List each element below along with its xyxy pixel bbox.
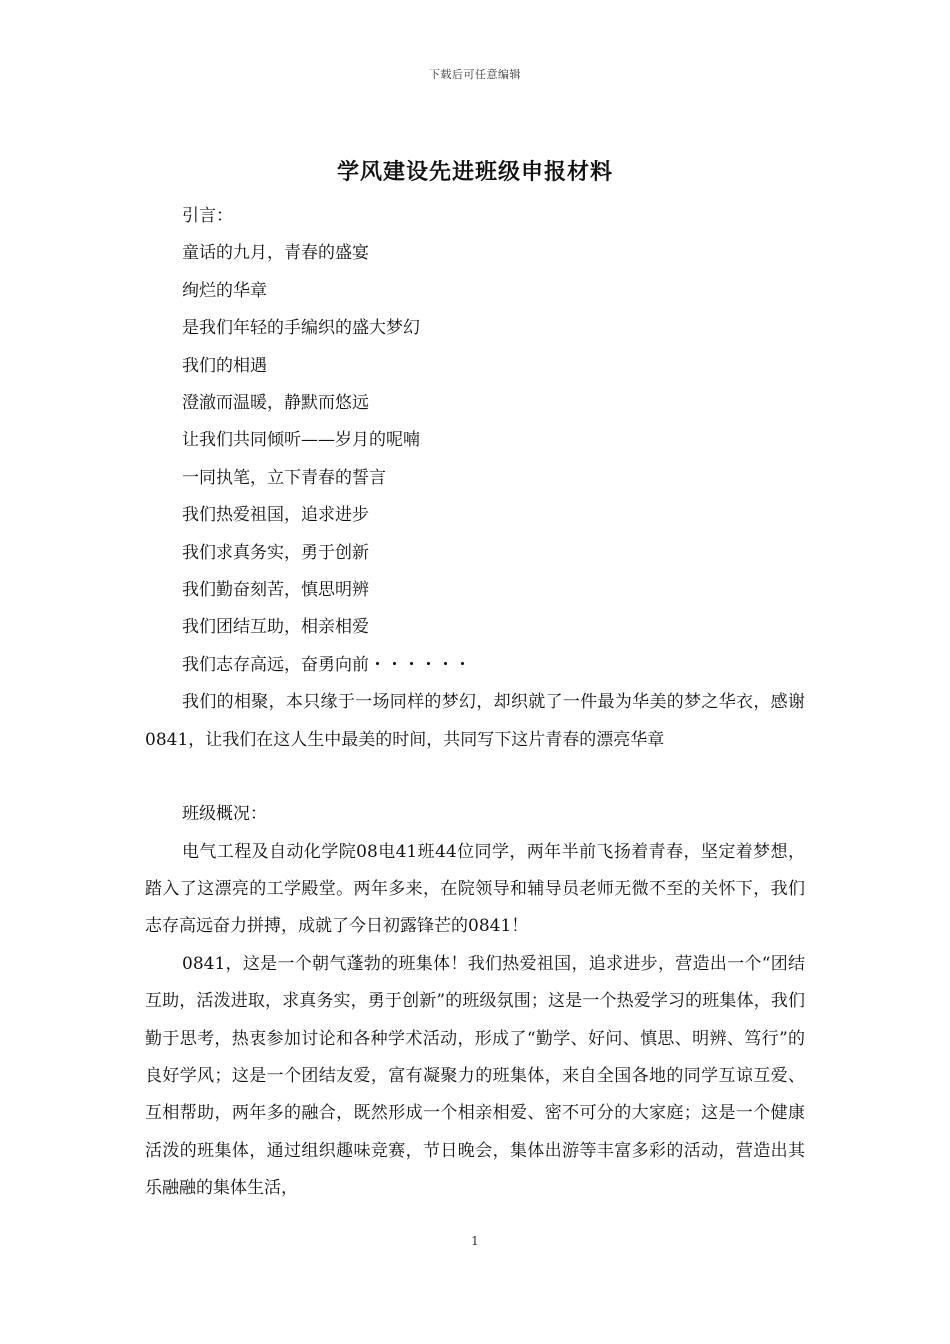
document-body [145,198,805,1208]
intro-line: 我们的相遇 [182,355,267,376]
intro-line: 我们求真务实，勇于创新 [182,542,369,563]
intro-line: 我们勤奋刻苦，慎思明辨 [182,580,369,601]
intro-closing-paragraph: 我们的相聚，本只缘于一场同样的梦幻，却织就了一件最为华美的梦之华衣，感谢0841，让我们在这人生中最美的时间，共同写下这片青春的漂亮华章 [145,692,805,750]
intro-label: 引言： [182,206,233,226]
intro-line: 绚烂的华章 [182,280,267,301]
intro-line: 是我们年轻的手编织的盛大梦幻 [182,318,420,339]
page-number: 1 [471,1234,479,1248]
overview-label: 班级概况： [182,804,267,825]
intro-line: 让我们共同倾听——岁月的呢喃 [182,430,420,451]
intro-line: 我们热爱祖国，追求进步 [182,505,369,526]
overview-paragraph: 电气工程及自动化学院08电41班44位同学，两年半前飞扬着青春，坚定着梦想，踏入了这漂亮的工学殿堂。两年多来，在院领导和辅导员老师无微不至的关怀下，我们志存高远奋力拼搏，成就了今日初露锋芒的0841！ [145,841,805,937]
intro-line: 一同执笔，立下青春的誓言 [182,467,386,488]
page-header: 下载后可任意编辑 [429,68,521,81]
intro-line: 澄澈而温暖，静默而悠远 [182,393,369,414]
intro-line: 我们志存高远，奋勇向前・・・・・・ [182,654,471,675]
overview-paragraph: 0841，这是一个朝气蓬勃的班集体！我们热爱祖国，追求进步，营造出一个“团结互助，活泼进取，求真务实，勇于创新”的班级氛围；这是一个热爱学习的班集体，我们勤于思考，热衷参加讨论和各种学术活动，形成了“勤学、好问、慎思、明辨、笃行”的良好学风；这是一个团结友爱，富有凝聚力的班集体，来自全国各地的同学互谅互爱、互相帮助，两年多的融合，既然形成一个相亲相爱、密不可分的大家庭；这是一个健康活泼的班集体，通过组织趣味竞赛，节日晚会，集体出游等丰富多彩的活动，营造出其乐融融的集体生活， [145,953,805,1199]
paragraph-gap [145,759,805,796]
intro-line: 我们团结互助，相亲相爱 [182,617,369,638]
document-title: 学风建设先进班级申报材料 [336,159,613,185]
intro-line: 童话的九月，青春的盛宴 [182,243,369,264]
